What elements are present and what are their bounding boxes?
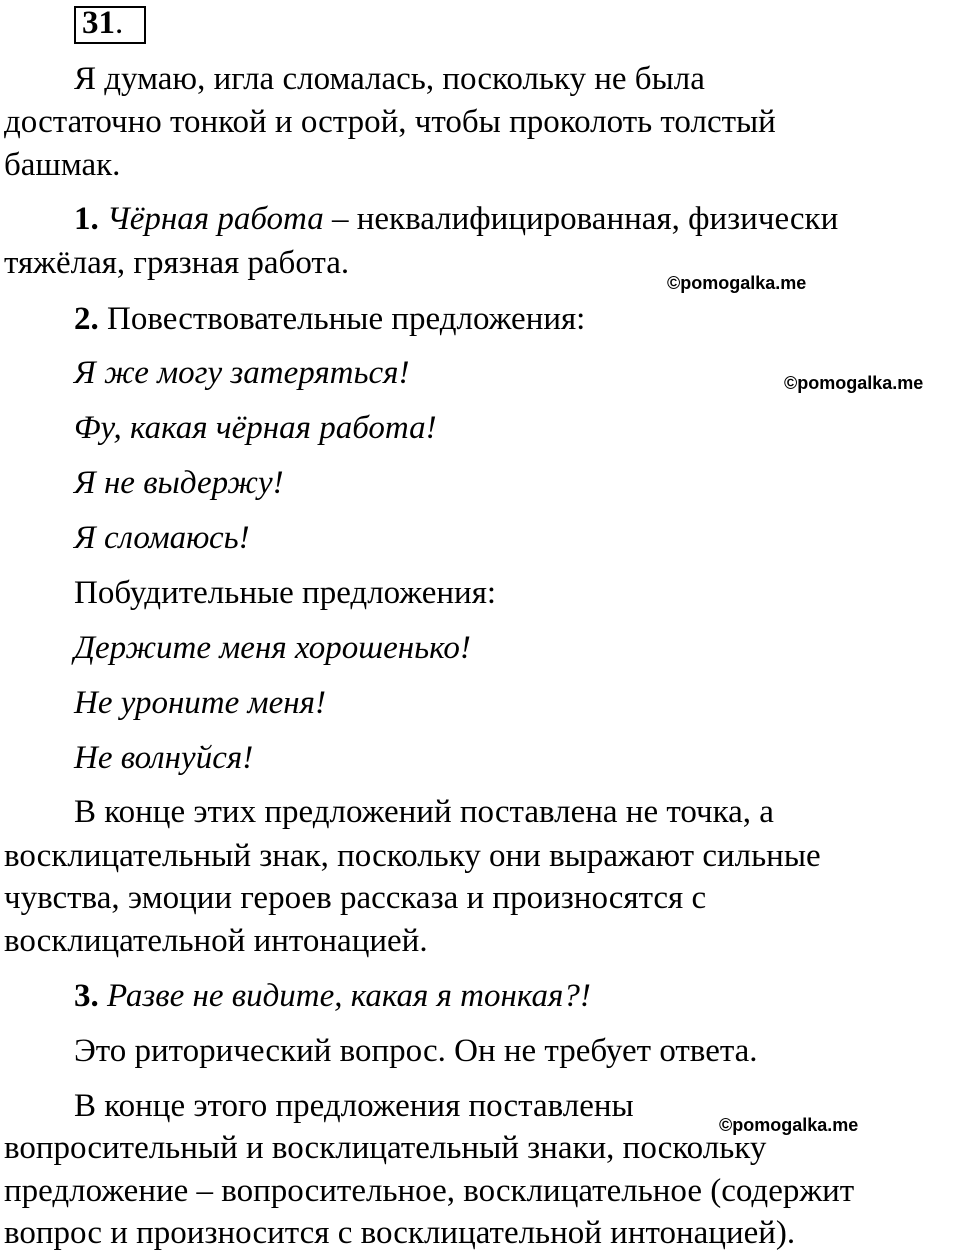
paragraph-2-line-3: чувства, эмоции героев рассказа и произносятся с	[4, 880, 707, 916]
item-3-line	[4, 975, 948, 1018]
item-2-number: 2.	[74, 301, 99, 337]
example-3: Я не выдержу!	[74, 465, 284, 501]
paragraph-3: Это риторический вопрос. Он не требует ответа.	[74, 1033, 758, 1069]
item-1-term: Чёрная работа	[107, 201, 324, 237]
example-1: Я же могу затеряться!	[74, 355, 410, 391]
paragraph-2-line-2: восклицательный знак, поскольку они выражают сильные	[4, 838, 821, 874]
paragraph-4-line-2: вопросительный и восклицательный знаки, поскольку	[4, 1130, 767, 1166]
item-1-number: 1.	[74, 201, 99, 237]
paragraph-4-line-4: вопрос и произносится с восклицательной интонацией).	[4, 1215, 796, 1251]
item-1-line-1	[4, 198, 948, 241]
task-number-value: 31	[82, 5, 115, 41]
paragraph-2-line-1: В конце этих предложений поставлена не точка, а	[74, 794, 774, 830]
paragraph-1-line-1: Я думаю, игла сломалась, поскольку не была	[74, 61, 705, 97]
paragraph-4-line-1: В конце этого предложения поставлены	[74, 1088, 634, 1124]
item-3-text: Разве не видите, какая я тонкая?!	[98, 978, 591, 1014]
example-4: Я сломаюсь!	[74, 520, 250, 556]
task-number-suffix: .	[115, 5, 124, 41]
paragraph-2-line-4: восклицательной интонацией.	[4, 923, 428, 959]
task-number	[82, 2, 123, 45]
example-7: Не волнуйся!	[74, 740, 254, 776]
item-2-text: Повествовательные предложения:	[98, 301, 586, 337]
watermark-2: ©pomogalka.me	[784, 373, 924, 393]
item-1-line-2: тяжёлая, грязная работа.	[4, 245, 350, 281]
paragraph-1-line-3: башмак.	[4, 147, 121, 183]
paragraph-1-line-2: достаточно тонкой и острой, чтобы проколоть толстый	[4, 104, 776, 140]
example-5: Держите меня хорошенько!	[74, 630, 471, 666]
example-6: Не уроните меня!	[74, 685, 326, 721]
item-2-line	[4, 298, 948, 341]
incentive-heading: Побудительные предложения:	[74, 575, 497, 611]
paragraph-4-line-3: предложение – вопросительное, восклицательное (содержит	[4, 1173, 855, 1209]
example-2: Фу, какая чёрная работа!	[74, 410, 437, 446]
item-1-definition: – неквалифицированная, физически	[323, 201, 839, 237]
watermark-1: ©pomogalka.me	[667, 273, 807, 293]
item-3-number: 3.	[74, 978, 99, 1014]
watermark-3: ©pomogalka.me	[719, 1115, 859, 1135]
